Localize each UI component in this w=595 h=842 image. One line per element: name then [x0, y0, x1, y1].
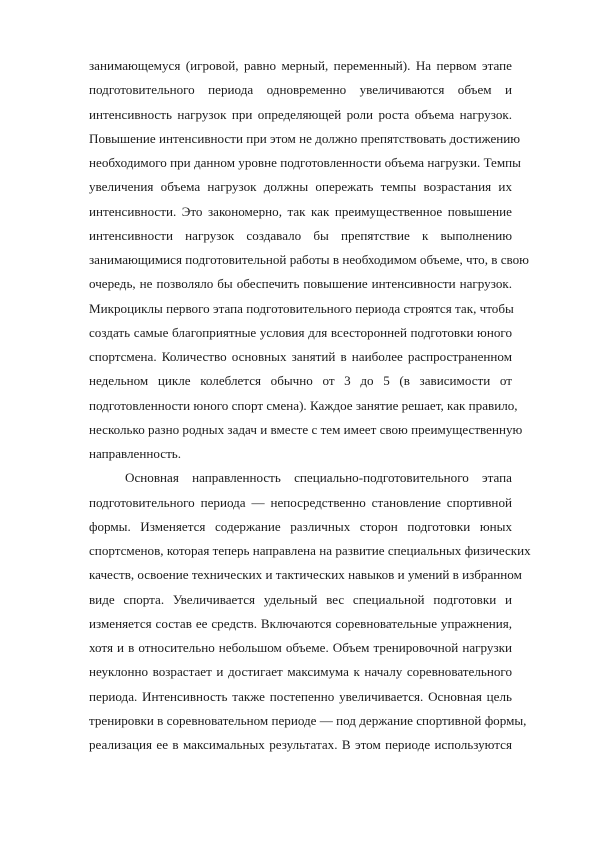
text-line: качеств, освоение технических и тактических навыков и умений в избранном	[89, 567, 522, 583]
text-line: спортсменов, которая теперь направлена на развитие специальных физических	[89, 543, 531, 558]
text-line: необходимого при данном уровне подготовленности объема нагрузки. Темпы	[89, 155, 521, 170]
text-line: хотя и в относительно небольшом объеме. Объем тренировочной нагрузки	[89, 640, 512, 655]
text-line: очередь, не позволяло бы обеспечить повышение интенсивности нагрузок.	[89, 276, 512, 292]
text-line: реализация ее в максимальных результатах. В этом периоде используются	[89, 737, 512, 752]
text-line: подготовительного периода — непосредственно становление спортивной	[89, 494, 512, 510]
text-line: интенсивность нагрузок при определяющей роли роста объема нагрузок.	[89, 106, 512, 122]
text-line: создать самые благоприятные условия для всесторонней подготовки юного	[89, 324, 512, 340]
text-line: увеличения объема нагрузок должны опережать темпы возрастания их	[89, 179, 512, 195]
body-text	[89, 54, 531, 757]
text-line: занимающемуся (игровой, равно мерный, переменный). На первом этапе	[89, 58, 512, 73]
text-line: Повышение интенсивности при этом не должно препятствовать достижению	[89, 130, 521, 146]
text-line: направленность.	[89, 446, 182, 461]
text-line: несколько разно родных задач и вместе с тем имеет свою преимущественную	[89, 421, 523, 437]
text-line: тренировки в соревновательном периоде — под держание спортивной формы,	[89, 712, 527, 728]
text-line: спортсмена. Количество основных занятий в наиболее распространенном	[89, 349, 512, 364]
text-line: интенсивности. Это закономерно, так как преимущественное повышение	[89, 203, 512, 219]
text-line: Микроциклы первого этапа подготовительного периода строятся так, чтобы	[89, 300, 514, 316]
text-line: подготовленности юного спорт смена). Каждое занятие решает, как правило,	[89, 397, 518, 413]
text-line: неуклонно возрастает и достигает максимума к началу соревновательного	[89, 664, 512, 680]
text-line: Основная направленность специально-подготовительного этапа	[125, 470, 512, 486]
text-line: изменяется состав ее средств. Включаются соревновательные упражнения,	[89, 615, 512, 631]
text-line: подготовительного периода одновременно увеличиваются объем и	[89, 82, 512, 98]
text-line: занимающимися подготовительной работы в необходимом объеме, что, в свою	[89, 252, 529, 267]
text-line: интенсивности нагрузок создавало бы препятствие к выполнению	[89, 227, 512, 243]
text-line: формы. Изменяется содержание различных сторон подготовки юных	[89, 518, 512, 534]
text-line: периода. Интенсивность также постепенно увеличивается. Основная цель	[89, 688, 512, 704]
text-line: недельном цикле колеблется обычно от 3 до 5 (в зависимости от	[89, 373, 512, 389]
text-line: виде спорта. Увеличивается удельный вес специальной подготовки и	[89, 591, 512, 607]
